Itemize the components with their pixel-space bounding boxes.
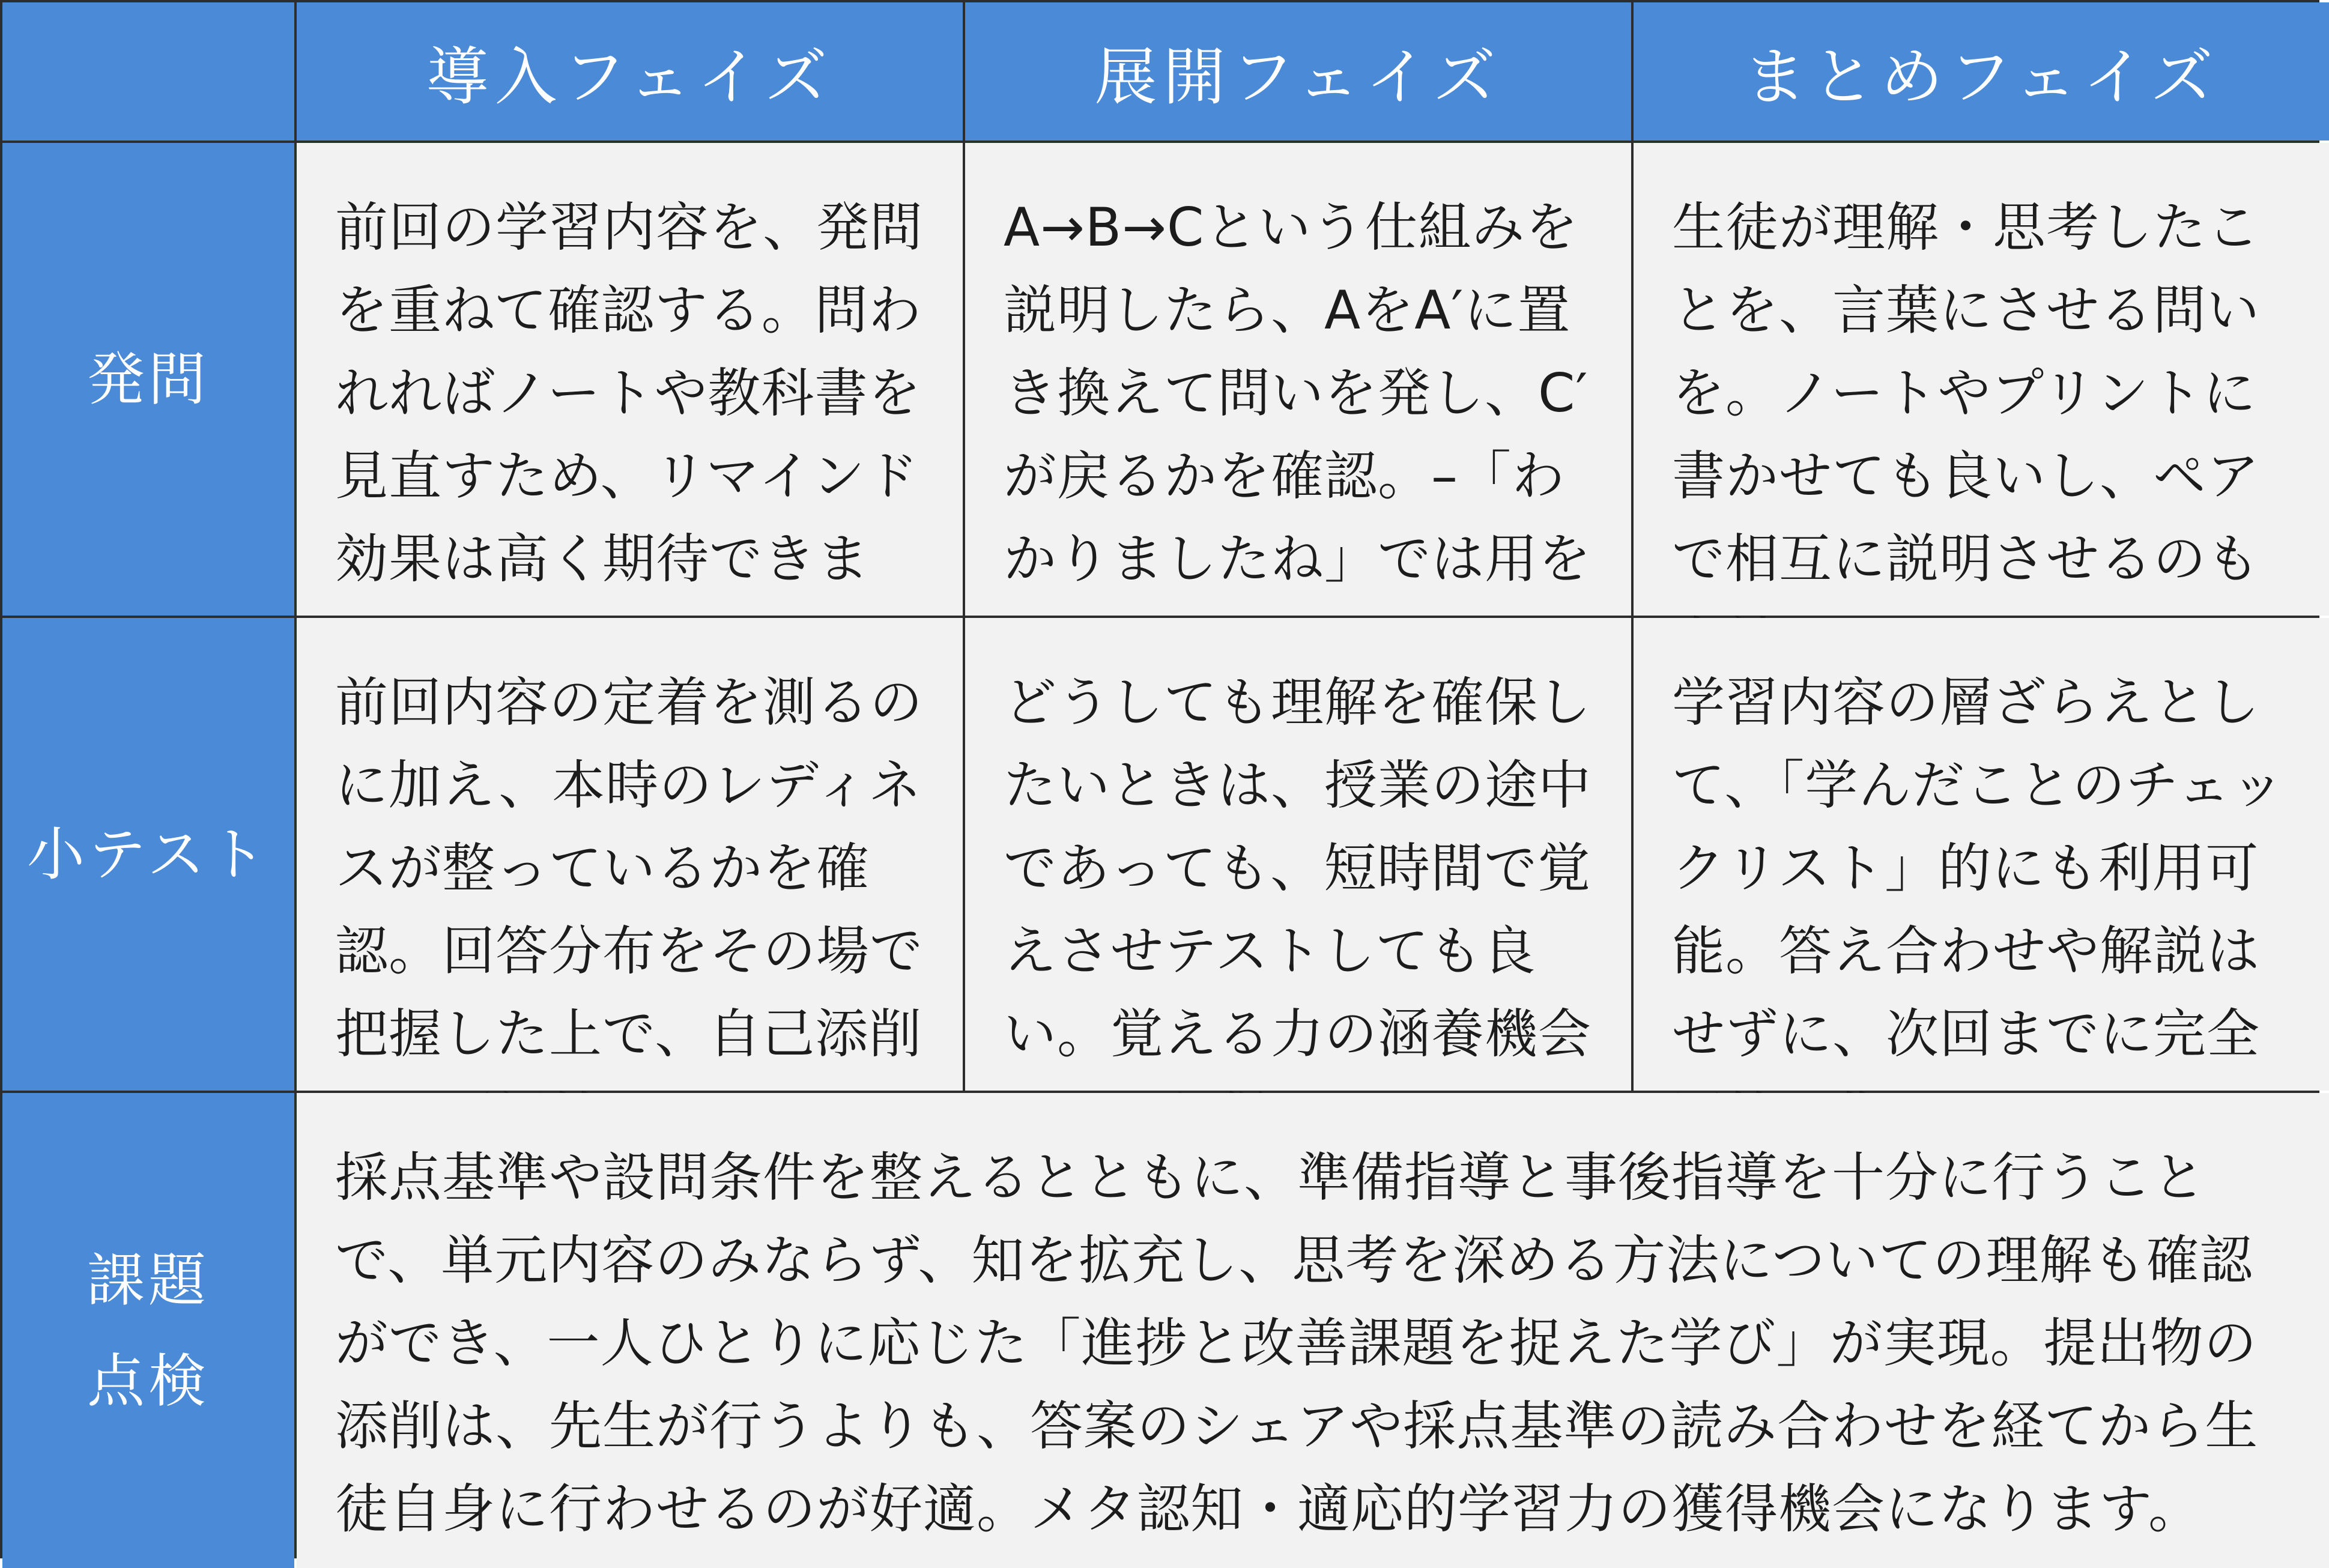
question-intro-cell: 前回の学習内容を、発問を重ねて確認する。問われればノートや教科書を見直すため、リマインド効果は高く期待できま	[297, 143, 963, 616]
assignment-text-cell: 採点基準や設問条件を整えるとともに、準備指導と事後指導を十分に行うことで、単元内容のみならず、知を拡充し、思考を深める方法についての理解も確認ができ、一人ひとりに応じた「進捗と改善課題を捉えた学び」が実現。提出物の添削は、先生が行うよりも、答案のシェアや採点基準の読み合わせを経てから生徒自身に行わせるのが好適。メタ認知・適応的学習力の獲得機会になります。	[297, 1093, 2329, 1568]
question-summary-cell: 生徒が理解・思考したことを、言葉にさせる問いを。ノートやプリントに書かせても良いし、ペアで相互に説明させるのも	[1634, 143, 2329, 616]
row-header-assignment	[2, 1093, 294, 1568]
quiz-intro-cell: 前回内容の定着を測るのに加え、本時のレディネスが整っているかを確認。回答分布をその場で把握した上で、自己添削	[297, 618, 963, 1091]
quiz-develop-cell: どうしても理解を確保したいときは、授業の途中であっても、短時間で覚えさせテストしても良い。覚える力の涵養機会	[965, 618, 1631, 1091]
row-header-quiz: 小テスト	[2, 618, 294, 1091]
column-header-intro: 導入フェイズ	[297, 2, 963, 141]
column-header-develop: 展開フェイズ	[965, 2, 1631, 141]
assignment-label-line1: 課題	[87, 1246, 210, 1314]
corner-cell	[2, 2, 294, 141]
row-header-question: 発問	[2, 143, 294, 616]
quiz-summary-cell: 学習内容の層ざらえとして、「学んだことのチェックリスト」的にも利用可能。答え合わせや解説はせずに、次回までに完全	[1634, 618, 2329, 1091]
question-develop-cell: A→B→Cという仕組みを説明したら、AをA′に置き換えて問いを発し、C′が戻るかを確認。–「わかりましたね」では用を	[965, 143, 1631, 616]
assignment-label-line2: 点検	[87, 1347, 210, 1415]
row-header-assignment-label	[87, 1230, 210, 1432]
column-header-summary: まとめフェイズ	[1634, 2, 2329, 141]
